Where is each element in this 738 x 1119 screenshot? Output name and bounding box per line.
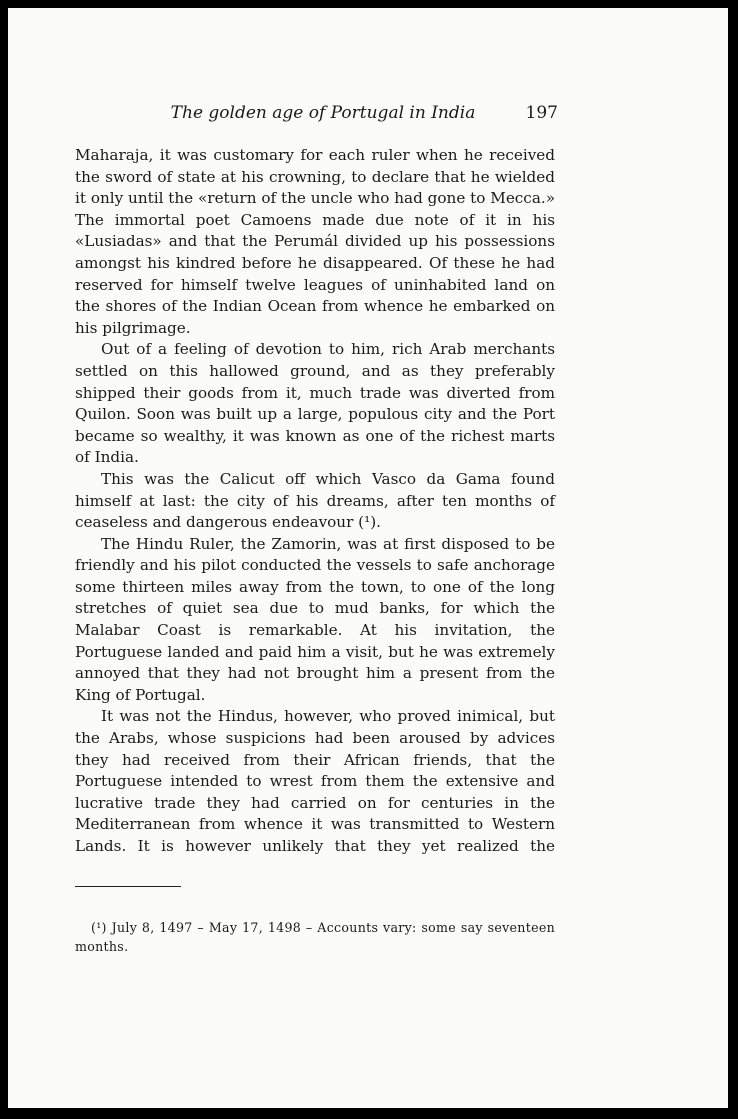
page-number: 197 (525, 103, 558, 123)
footnote-marker: (¹) (91, 920, 107, 935)
body-text (75, 145, 555, 858)
page-header (78, 103, 558, 127)
paragraph-3: This was the Calicut off which Vasco da Gama found himself at last: the city of his dreams, after ten months of ceaseless and dangerous endeavour (¹). (75, 469, 555, 532)
paragraph-1: Maharaja, it was customary for each ruler when he received the sword of state at his crowning, to declare that he wielded it only until the «return of the uncle who had gone to Mecca.» The immortal poet Camoens made due note of it in his «Lusiadas» and that the Perumál divided up his possessions amongst his kindred before he disappeared. Of these he had reserved for himself twelve leagues of uninhabited land on the shores of the Indian Ocean from whence he embarked on his pilgrimage. (75, 146, 555, 337)
paragraph-4: The Hindu Ruler, the Zamorin, was at first disposed to be friendly and his pilot conducted the vessels to safe anchorage some thirteen miles away from the town, to one of the long stretches of quiet sea due to mud banks, for which the Malabar Coast is remarkable. At his invitation, the Portuguese landed and paid him a visit, but he was extremely annoyed that they had not brought him a present from the King of Portugal. (75, 534, 555, 704)
footnote (75, 918, 555, 956)
paragraph-5: It was not the Hindus, however, who proved inimical, but the Arabs, whose suspicions had been aroused by advices they had received from their African friends, that the Portuguese intended to wrest from them the extensive and lucrative trade they had carried on for centuries in the Mediterranean from whence it was transmitted to Western Lands. It is however unlikely that they yet realized the (75, 707, 555, 855)
paragraph-2: Out of a feeling of devotion to him, rich Arab merchants settled on this hallowed ground, and as they preferably shipped their goods from it, much trade was diverted from Quilon. Soon was built up a large, populous city and the Port became so wealthy, it was known as one of the richest marts of India. (75, 340, 555, 467)
running-title: The golden age of Portugal in India (170, 103, 476, 123)
footnote-text: July 8, 1497 – May 17, 1498 – Accounts vary: some say seventeen months. (75, 920, 555, 954)
book-page (8, 8, 728, 1108)
footnote-rule (75, 886, 181, 887)
